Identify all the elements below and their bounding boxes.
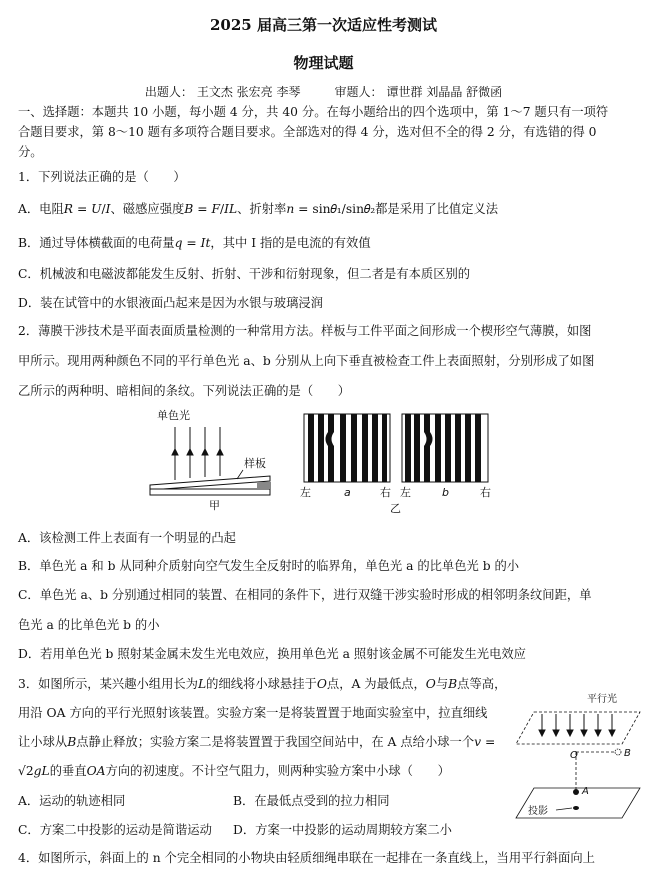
fig-jia-caption: 甲 [209,499,220,512]
q3-stem-line-4: √2𝑔𝐿的垂直𝑂𝐴方向的初速度。不计空气阻力，则两种实验方案中小球（ ） [18,764,450,778]
q3-stem-line-2: 用沿 OA 方向的平行光照射该装置。实验方案一是将装置置于地面实验室中，拉直细线 [18,706,488,720]
fig-yi-right-a: 右 [380,486,391,499]
authors-line [0,83,647,100]
fig-yi-caption: 乙 [390,502,401,515]
fig-q3-shadow-label: 投影 [528,806,548,817]
spacer [257,482,271,489]
exam-title: 2025 届高三第一次适应性考测试 [210,16,437,34]
q2-option-c-line-2: 色光 a 的比单色光 b 的小 [18,618,160,632]
setters-names: 王文杰 张宏亮 李琴 [196,85,301,99]
workpiece [150,489,270,495]
fig-q3-B: B [624,748,631,759]
fig-q3-A: A [582,786,589,797]
q1-option-c: C．机械波和电磁波都能发生反射、折射、干涉和衍射现象，但二者是有本质区别的 [18,267,471,281]
section-intro-line-3: 分。 [18,145,43,159]
q1-option-a: A．电阻𝑅 = 𝑈/𝐼、磁感应强度𝐵 = 𝐹/𝐼𝐿、折射率𝑛 = sin𝜃₁/sin𝜃₂都是采用了比值定义法 [18,202,499,216]
section-intro-line-1: 一、选择题：本题共 10 小题，每小题 4 分，共 40 分。在每小题给出的四个选项中，第 1～7 题只有一项符 [18,105,609,119]
fig-yi-label-b: b [442,486,449,499]
figure-q3-pendulum [512,690,644,822]
q2-stem-line-1: 2．薄膜干涉技术是平面表面质量检测的一种常用方法。样板与工件平面之间形成一个楔形空气薄膜，如图 [18,324,592,338]
q2-stem-line-2: 甲所示。现用两种颜色不同的平行单色光 a、b 分别从上向下垂直被检查工件上表面照射，分别形成了如图 [18,354,595,368]
reviewers-names: 谭世群 刘晶晶 舒微函 [386,85,503,99]
light-arrows [172,427,223,480]
fig-yi-label-a: a [344,486,351,499]
q2-option-d: D．若用单色光 b 照射某金属未发生光电效应，换用单色光 a 照射该金属不可能发生光电效应 [18,647,526,661]
q3-option-a: A．运动的轨迹相同 [18,794,126,808]
q1-option-b: B．通过导体横截面的电荷量𝑞 = 𝐼𝑡，其中 I 指的是电流的有效值 [18,236,371,250]
q4-stem-line-1: 4．如图所示，斜面上的 n 个完全相同的小物块由轻质细绳串联在一起排在一条直线上，当用平行斜面向上 [18,851,595,865]
section-intro-line-2: 合题目要求，第 8～10 题有多项符合题目要求。全部选对的得 4 分，选对但不全的得 2 分，有选错的得 0 [18,125,597,139]
top-plane [516,712,640,744]
q3-stem-line-3: 让小球从𝐵点静止释放；实验方案二是将装置置于我国空间站中，在 A 点给小球一个𝑣 = [18,735,496,749]
q3-stem-line-1: 3．如图所示，某兴趣小组用长为𝐿的细线将小球悬挂于𝑂点，A 为最低点，𝑂与𝐵点等高， [18,677,507,691]
q1-option-d: D．装在试管中的水银液面凸起来是因为水银与玻璃浸润 [18,296,323,310]
q2-stem-line-3: 乙所示的两种明、暗相间的条纹。下列说法正确的是（ ） [18,384,351,398]
q1-stem: 1．下列说法正确的是（ ） [18,170,186,184]
exam-subtitle: 物理试题 [293,54,354,72]
q3-option-d: D．方案一中投影的运动周期较方案二小 [233,823,452,837]
fig-yi-left-a: 左 [300,486,311,499]
q2-option-b: B．单色光 a 和 b 从同种介质射向空气发生全反射时的临界角，单色光 a 的比单色光 b 的小 [18,559,520,573]
q3-option-c: C．方案二中投影的运动是简谐运动 [18,823,212,837]
fig-yi-left-b: 左 [400,486,411,499]
fig-q3-parallel-label: 平行光 [587,694,617,705]
setters-label: 出题人： [144,85,193,99]
fig-jia-light-label: 单色光 [157,409,190,422]
parallel-light-arrows [539,714,615,736]
fig-q3-O: O [570,750,578,761]
q3-option-b: B．在最低点受到的拉力相同 [233,794,390,808]
reviewers-label: 审题人： [334,85,383,99]
fig-yi-right-b: 右 [480,486,491,499]
wedge-plate [150,476,270,490]
q2-option-a: A．该检测工件上表面有一个明显的凸起 [18,531,236,545]
figure-jia-wedge [145,405,280,515]
figure-yi-fringes [298,410,498,518]
fig-jia-plate-label: 样板 [244,457,266,470]
q2-option-c-line-1: C．单色光 a、b 分别通过相同的装置、在相同的条件下，进行双缝干涉实验时形成的相邻明条纹间距，单 [18,588,592,602]
